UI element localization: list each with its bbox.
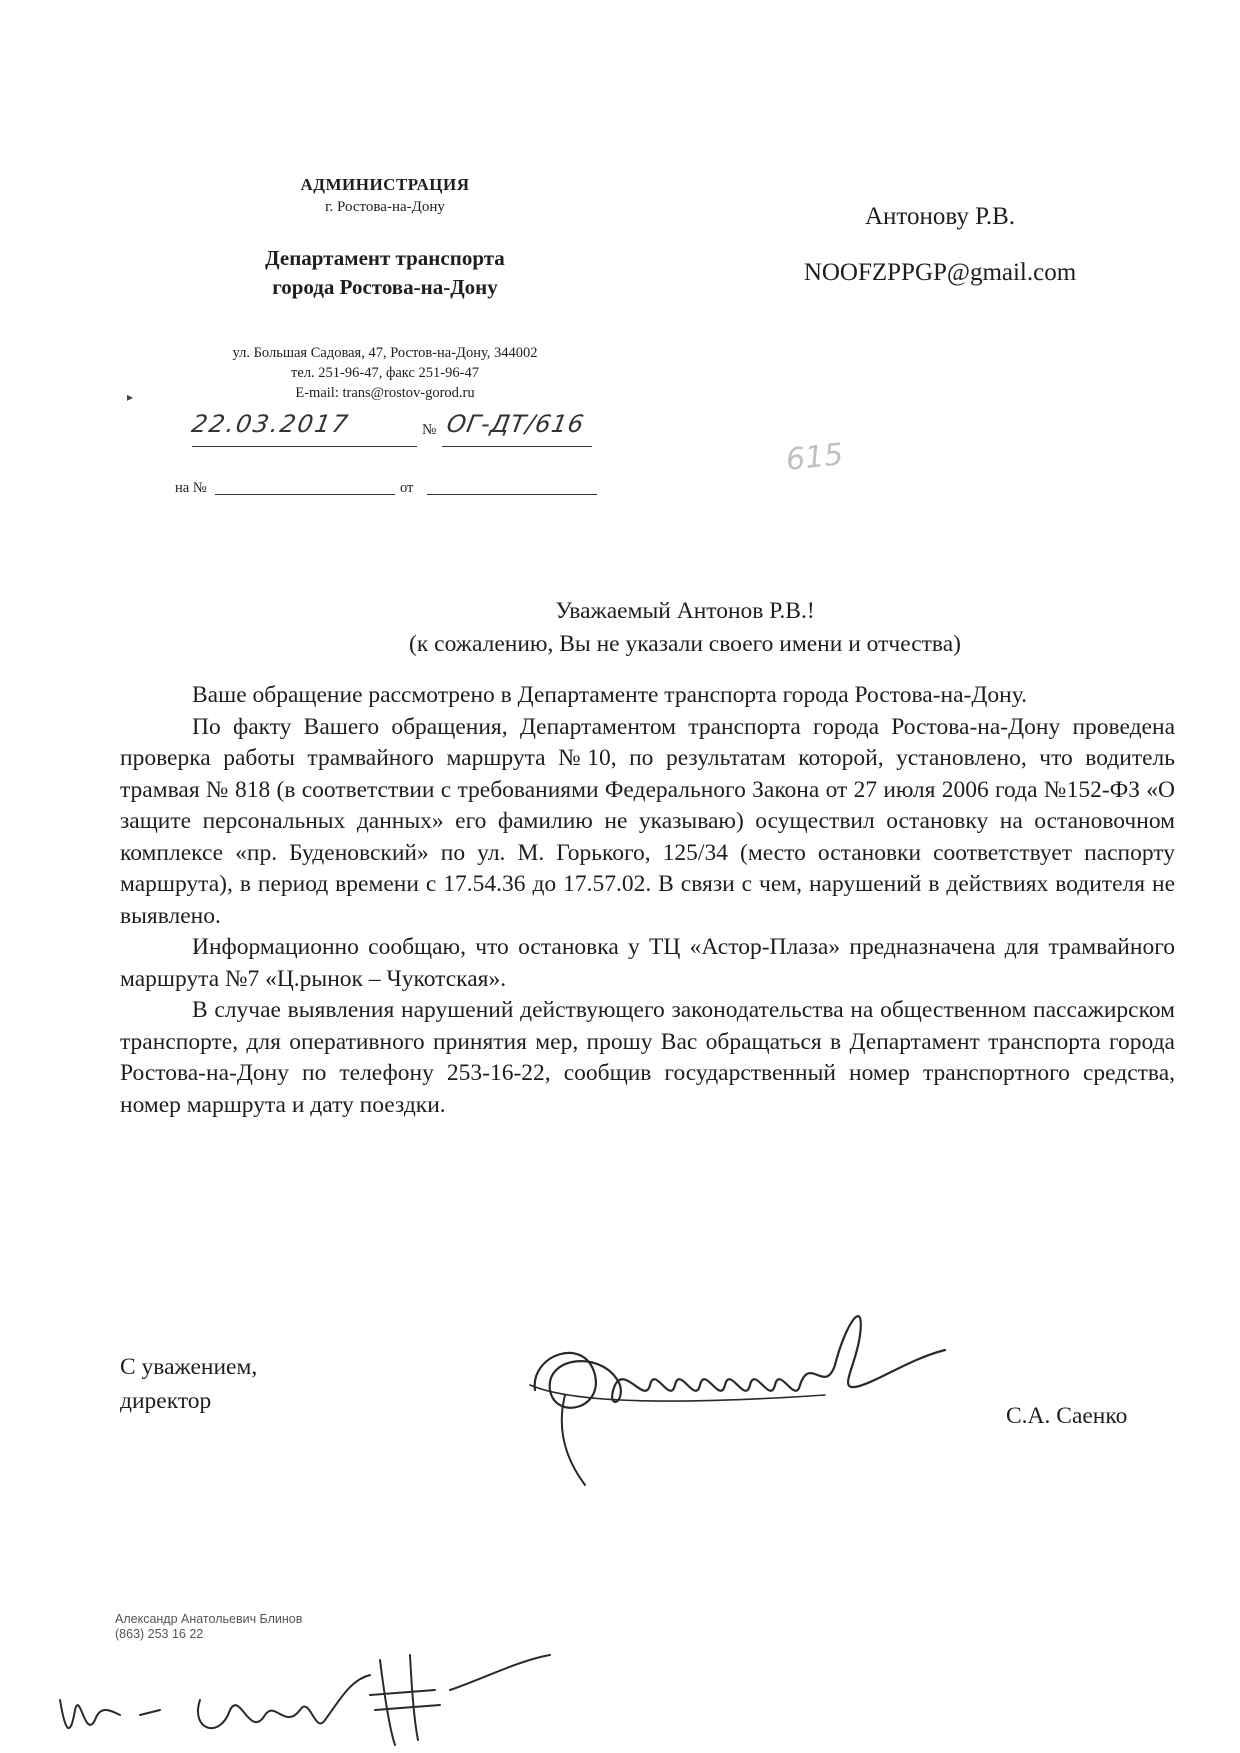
- letterhead-city: г. Ростова-на-Дону: [325, 199, 445, 215]
- reference-date-blank: [427, 494, 597, 495]
- letterhead-department: [150, 244, 620, 302]
- signer-name: С.А. Саенко: [1006, 1403, 1128, 1429]
- registration-date: 22.03.2017: [189, 410, 352, 438]
- director-signature: [525, 1295, 965, 1495]
- letterhead-email: E-mail: trans@rostov-gorod.ru: [295, 385, 475, 401]
- registration-number-underline: [442, 446, 592, 447]
- letterhead-contacts: [150, 343, 620, 403]
- reference-number-blank: [215, 494, 395, 495]
- closing-block: [120, 1350, 257, 1418]
- body-paragraph-1: Ваше обращение рассмотрено в Департаменте транспорта города Ростова-на-Дону.: [192, 682, 1027, 708]
- addressee-block: [780, 200, 1100, 290]
- body-paragraph-4: В случае выявления нарушений действующего законодательства на общественном пассажирском транспорте, для оперативного принятия мер, прошу Вас обращаться в Департамент транспорта города Ростова-на-Дону по телефону 253-16-22, сообщив государственный номер транспортного средства, номер маршрута и дату поездки.: [120, 997, 1175, 1118]
- registration-line: [189, 410, 602, 450]
- letterhead-address: ул. Большая Садовая, 47, Ростов-на-Дону, 344002: [232, 345, 538, 361]
- executor-block: [115, 1612, 302, 1642]
- footer-handwriting: [50, 1640, 570, 1750]
- greeting: [300, 595, 1070, 661]
- registration-number-sign: №: [422, 422, 437, 438]
- closing-position: директор: [120, 1388, 212, 1414]
- greeting-line-2: (к сожалению, Вы не указали своего имени и отчества): [409, 631, 961, 657]
- body-paragraph-2: По факту Вашего обращения, Департаментом транспорта города Ростова-на-Дону проведена проверка работы трамвайного маршрута №10, по результатам которой, установлено, что водитель трамвая № 818 (в соответствии с требованиями Федерального Закона от 27 июля 2006 года №152-ФЗ «О защите персональных данных» его фамилию не указываю) осуществил остановку на остановочном комплексе «пр. Буденовский» по ул. М. Горького, 125/34 (место остановки соответствует паспорту маршрута), в период времени с 17.54.36 до 17.57.02. В связи с чем, нарушений в действиях водителя не выявлено.: [120, 713, 1175, 929]
- registration-number: ОГ-ДТ/616: [444, 410, 587, 438]
- closing-regards: С уважением,: [120, 1354, 258, 1380]
- letter-body: [120, 680, 1175, 1121]
- letterhead-administration: АДМИНИСТРАЦИЯ: [300, 175, 470, 194]
- margin-mark: ▸: [127, 390, 134, 404]
- department-line-1: Департамент транспорта: [265, 246, 505, 270]
- executor-phone: (863) 253 16 22: [115, 1627, 204, 1641]
- reference-line: [175, 480, 605, 497]
- addressee-name: Антонову Р.В.: [864, 203, 1016, 230]
- addressee-email: NOOFZPPGP@gmail.com: [803, 259, 1077, 286]
- greeting-line-1: Уважаемый Антонов Р.В.!: [555, 598, 815, 624]
- registration-date-underline: [192, 446, 417, 447]
- letterhead-phone: тел. 251-96-47, факс 251-96-47: [291, 365, 479, 381]
- body-paragraph-3: Информационно сообщаю, что остановка у ТЦ «Астор-Плаза» предназначена для трамвайного маршрута №7 «Ц.рынок – Чукотская».: [120, 934, 1175, 992]
- letterhead: [150, 175, 620, 302]
- reference-date-label: от: [400, 480, 414, 496]
- executor-name: Александр Анатольевич Блинов: [115, 1612, 303, 1626]
- department-line-2: города Ростова-на-Дону: [272, 275, 498, 299]
- pencil-note: 615: [784, 437, 845, 478]
- reference-number-label: на №: [175, 480, 207, 496]
